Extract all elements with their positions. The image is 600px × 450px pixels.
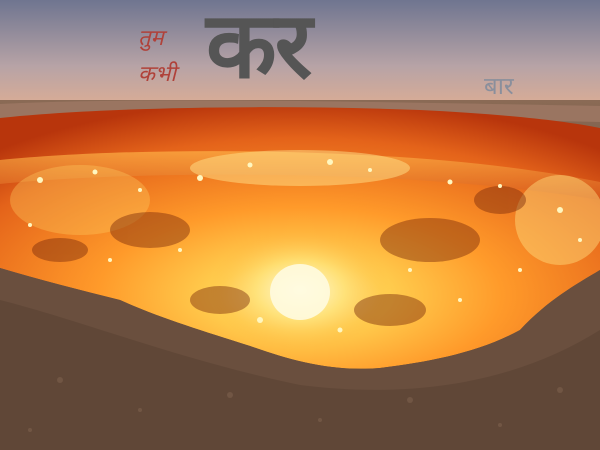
overlay-word-kabhi: कभी xyxy=(138,62,177,87)
fire-glow-top xyxy=(190,150,410,186)
overlay-word-baar: बार xyxy=(484,72,514,100)
fire-core-hot xyxy=(270,264,330,320)
overlay-word-tum: तुम xyxy=(138,26,164,51)
overlay-word-kar: कर xyxy=(206,0,311,99)
